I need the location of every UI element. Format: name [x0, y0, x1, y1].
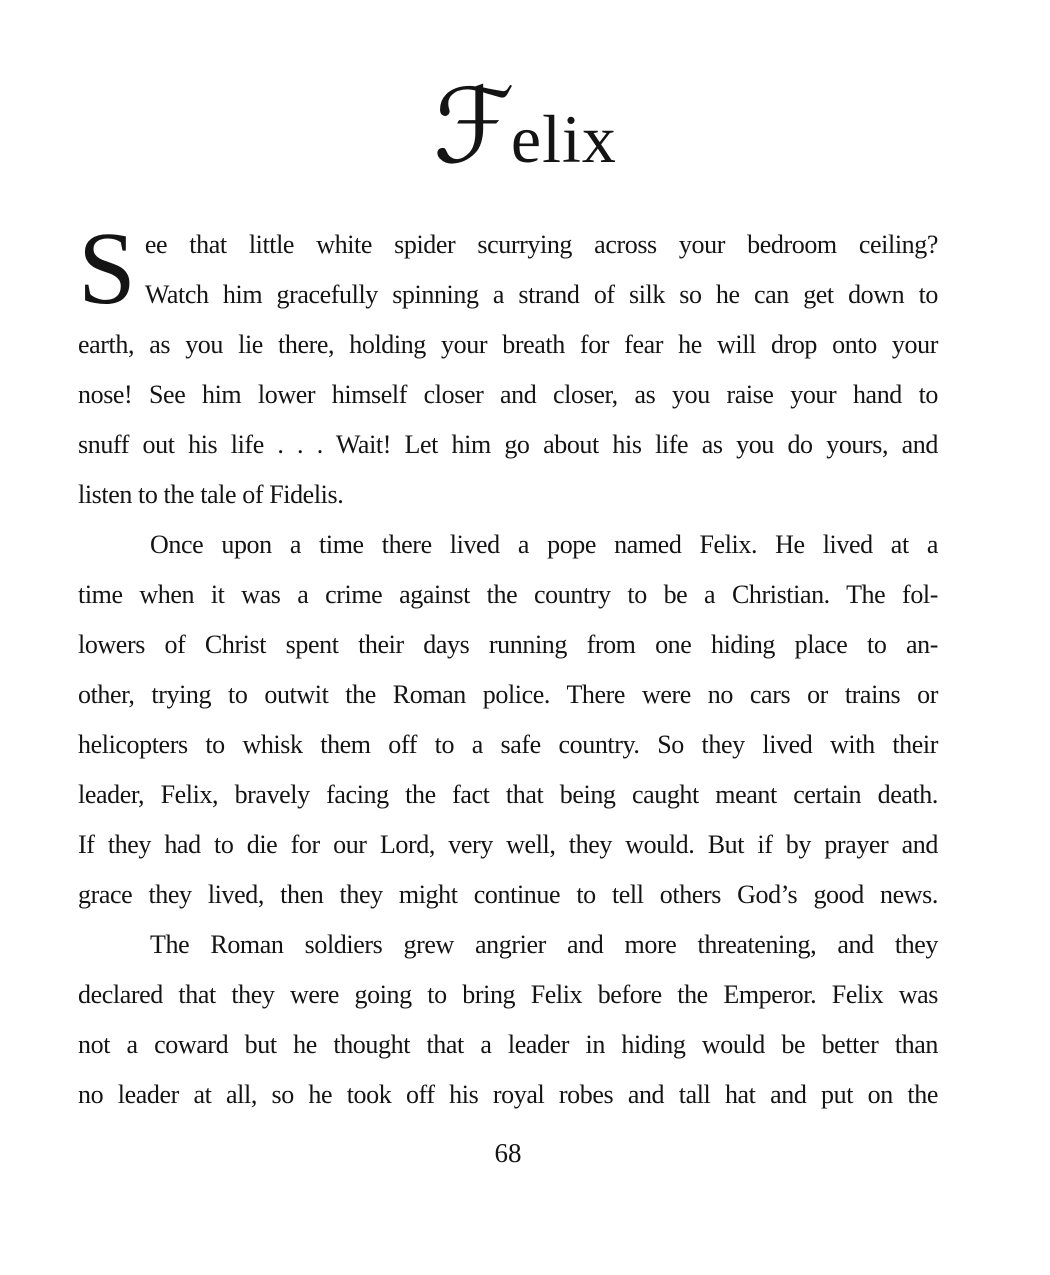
paragraph — [78, 920, 938, 1120]
chapter-title — [0, 65, 1050, 187]
text-line: Once upon a time there lived a pope named Felix. He lived at a — [150, 530, 938, 559]
text-line: helicopters to whisk them off to a safe country. So they lived with their — [78, 730, 938, 759]
chapter-title-initial: ℱ — [433, 65, 515, 187]
body-text — [78, 211, 938, 1120]
chapter-title-rest: elix — [510, 101, 617, 177]
paragraph — [78, 520, 938, 920]
text-line: Watch him gracefully spinning a strand of silk so he can get down to — [144, 280, 938, 309]
drop-cap: S — [78, 211, 136, 326]
page-number: 68 — [494, 1138, 522, 1168]
text-line: other, trying to outwit the Roman police. There were no cars or trains or — [78, 680, 938, 709]
text-line: no leader at all, so he took off his royal robes and tall hat and put on the — [78, 1080, 938, 1109]
text-line: snuff out his life . . . Wait! Let him go about his life as you do yours, and — [78, 430, 938, 459]
paragraph — [78, 211, 938, 520]
text-line: declared that they were going to bring Felix before the Emperor. Felix was — [78, 980, 938, 1009]
text-line: leader, Felix, bravely facing the fact that being caught meant certain death. — [78, 780, 938, 809]
text-line: grace they lived, then they might continue to tell others God’s good news. — [78, 880, 938, 909]
text-line: The Roman soldiers grew angrier and more threatening, and they — [150, 930, 938, 959]
text-line: not a coward but he thought that a leader in hiding would be better than — [78, 1030, 938, 1059]
text-line: lowers of Christ spent their days running from one hiding place to an- — [78, 630, 938, 659]
text-line: listen to the tale of Fidelis. — [78, 480, 344, 509]
text-line: If they had to die for our Lord, very well, they would. But if by prayer and — [78, 830, 938, 859]
text-line: earth, as you lie there, holding your breath for fear he will drop onto your — [78, 330, 938, 359]
text-line: ee that little white spider scurrying across your bedroom ceiling? — [144, 230, 938, 259]
text-line: time when it was a crime against the country to be a Christian. The fol- — [78, 580, 938, 609]
text-line: nose! See him lower himself closer and closer, as you raise your hand to — [78, 380, 938, 409]
